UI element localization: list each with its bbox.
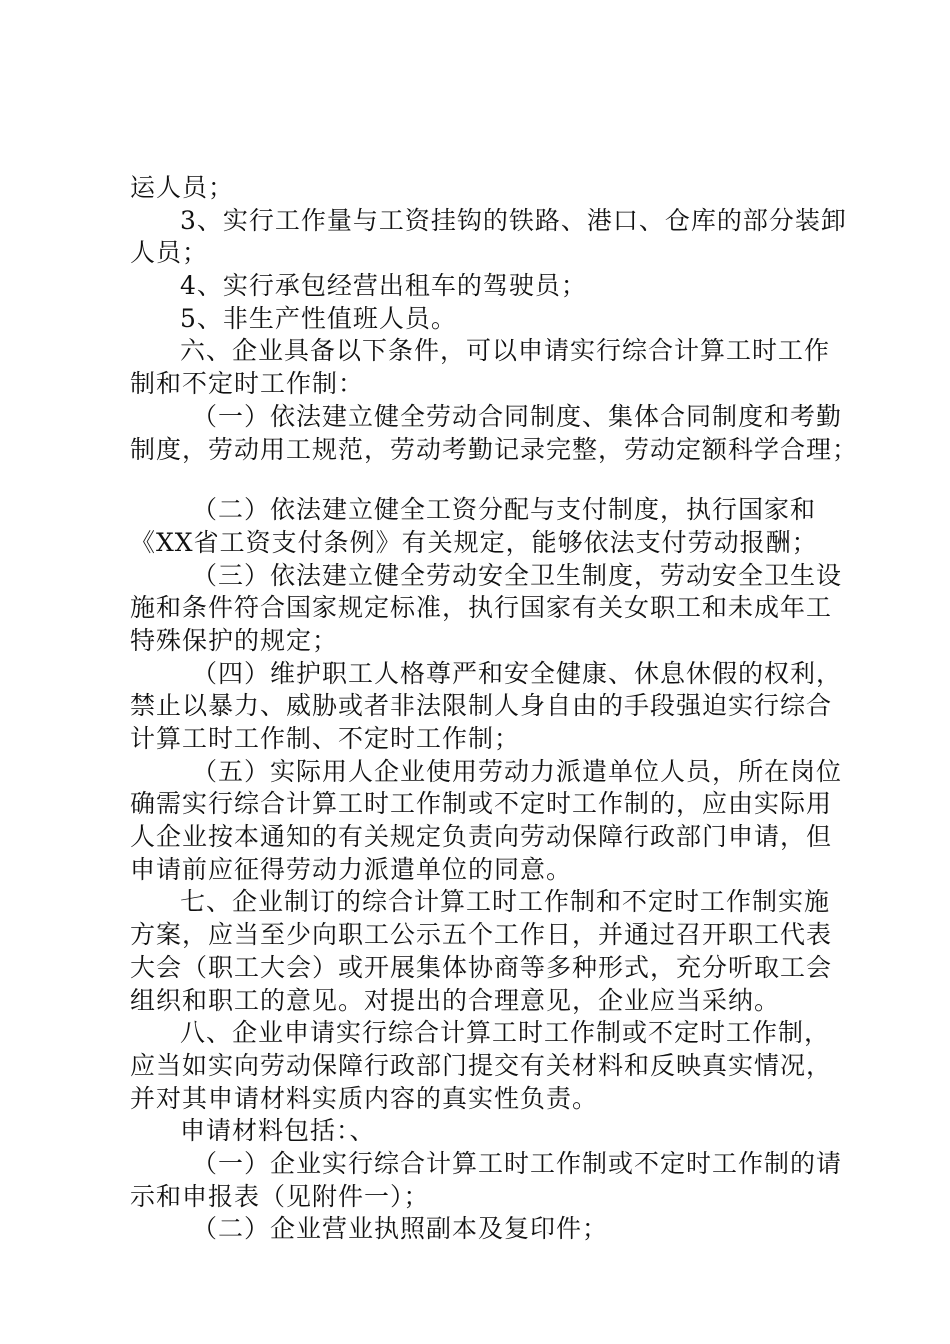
text-line: 运人员； — [130, 173, 235, 202]
text-line: 组织和职工的意见。对提出的合理意见，企业应当采纳。 — [130, 985, 781, 1015]
text-line: （四）维护职工人格尊严和安全健康、休息休假的权利， — [192, 658, 843, 688]
text-line: 申请前应征得劳动力派遣单位的同意。 — [130, 854, 573, 884]
text-line: 禁止以暴力、威胁或者非法限制人身自由的手段强迫实行综合 — [130, 691, 833, 721]
text-line: 5、非生产性值班人员。 — [180, 303, 457, 333]
text-line: （二）企业营业执照副本及复印件； — [192, 1214, 609, 1244]
text-line: 并对其申请材料实质内容的真实性负责。 — [130, 1083, 599, 1113]
document-body — [130, 172, 859, 1246]
text-line: （二）依法建立健全工资分配与支付制度，执行国家和 — [192, 495, 817, 525]
text-line: 制度，劳动用工规范，劳动考勤记录完整，劳动定额科学合理； — [130, 434, 859, 464]
text-line: 大会（职工大会）或开展集体协商等多种形式，充分听取工会 — [130, 952, 833, 982]
text-line: （三）依法建立健全劳动安全卫生制度，劳动安全卫生设 — [192, 560, 843, 590]
text-line: 申请材料包括：、 — [180, 1116, 376, 1146]
text-line: 方案，应当至少向职工公示五个工作日，并通过召开职工代表 — [130, 920, 833, 950]
text-line: 施和条件符合国家规定标准，执行国家有关女职工和未成年工 — [130, 593, 833, 623]
text-line: 人企业按本通知的有关规定负责向劳动保障行政部门申请，但 — [130, 822, 833, 852]
text-line: 《XX省工资支付条例》有关规定，能够依法支付劳动报酬； — [130, 527, 818, 557]
paragraph-gap — [130, 466, 830, 494]
text-line: 3、实行工作量与工资挂钩的铁路、港口、仓库的部分装卸 — [180, 205, 847, 235]
text-line: 八、企业申请实行综合计算工时工作制或不定时工作制， — [180, 1018, 831, 1048]
text-line: （一）企业实行综合计算工时工作制或不定时工作制的请 — [192, 1148, 843, 1178]
text-line: （五）实际用人企业使用劳动力派遣单位人员，所在岗位 — [192, 756, 843, 786]
text-line: 4、实行承包经营出租车的驾驶员； — [180, 271, 587, 301]
text-line: （一）依法建立健全劳动合同制度、集体合同制度和考勤 — [192, 401, 843, 431]
text-line: 六、企业具备以下条件，可以申请实行综合计算工时工作 — [180, 336, 831, 366]
text-line: 计算工时工作制、不定时工作制； — [130, 724, 521, 753]
text-line: 确需实行综合计算工时工作制或不定时工作制的，应由实际用 — [130, 789, 833, 819]
text-line: 七、企业制订的综合计算工时工作制和不定时工作制实施 — [180, 887, 831, 917]
text-line: 应当如实向劳动保障行政部门提交有关材料和反映真实情况， — [130, 1050, 833, 1080]
text-line: 特殊保护的规定； — [130, 625, 339, 655]
text-line: 制和不定时工作制： — [130, 369, 365, 399]
text-line: 人员； — [130, 238, 209, 268]
text-line: 示和申报表（见附件一）； — [130, 1181, 430, 1211]
